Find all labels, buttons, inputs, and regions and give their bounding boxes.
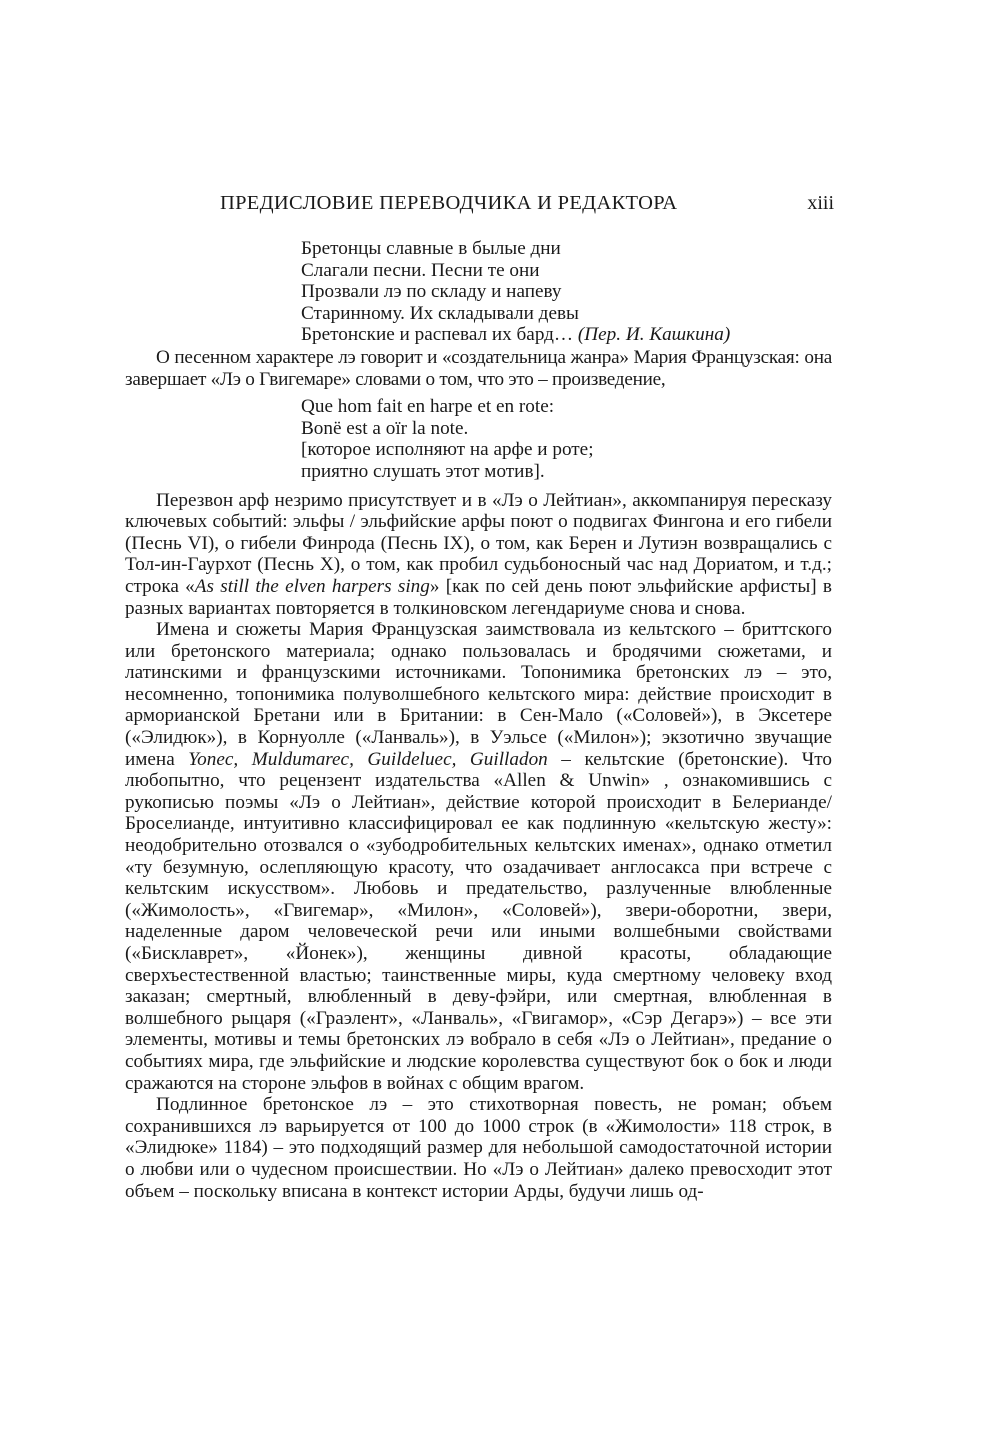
paragraph [125,490,832,620]
verse-line: Que hom fait en harpe et en rote: [301,396,555,418]
verse-line: приятно слушать этот мотив]. [301,460,545,482]
verse-line [301,324,832,346]
paragraph-text: – кельтские (бретонские). Что любопытно, что рецензент издательства «Allen & Unwin» , ознакомившись с рукописью поэмы «Лэ о Лейтиан», действие которой происходит в Белерианде/ Броселианде, интуитивно классифицировал ее как подлинную «кельтскую жесту»: неодобрительно отозвался о «зубодробительных кельтских именах», однако отметил «ту безумную, ослепляющую красоту, что озадачивает англосакса при встрече с кельтским искусством». Любовь и предательство, разлученные влюбленные («Жимолость», «Гвигемар», «Милон», «Соловей»), звери-оборотни, звери, наделенные даром человеческой речи или иными волшебными свойствами («Бисклаврет», «Йонек»), женщины дивной красоты, обладающие сверхъестественной властью; таинственные миры, куда смертному человеку вход заказан; смертный, влюбленный в деву-фэйри, или смертная, влюбленная в волшебного рыцаря («Граэлент», «Ланваль», «Гвигамор», «Сэр Дегарэ») – все эти элементы, мотивы и темы бретонских лэ вобрало в себя «Лэ о Лейтиан», предание о событиях мира, где эльфийские и людские королевства существуют бок о бок и люди сражаются на стороне эльфов в войнах с общим врагом. [125,748,832,1094]
verse-line-text: Бретонские и распевал их бард… [301,324,578,346]
verse-line: Bonë est a oïr la note. [301,417,469,439]
paragraph: О песенном характере лэ говорит и «создательница жанра» Мария Французская: она завершает «Лэ о Гвигемаре» словами о том, что это – произведение, [125,346,832,390]
page-number: xiii [807,192,834,214]
verse-line: Прозвали лэ по складу и напеву [301,281,562,303]
paragraph: Подлинное бретонское лэ – это стихотворная повесть, не роман; объем сохранившихся лэ варьируется от 100 до 1000 строк (в «Жимолости» 118 строк, в «Элидюке» 1184) – это подходящий размер для небольшой самодостаточной истории о любви или о чудесном происшествии. Но «Лэ о Лейтиан» далеко превосходит этот объем – поскольку вписана в контекст истории Арды, будучи лишь од- [125,1094,832,1202]
quoted-line: As still the elven harpers sing [194,575,430,597]
text-body [125,238,832,1202]
verse-line: Слагали песни. Песни те они [301,259,540,281]
running-head: ПРЕДИСЛОВИЕ ПЕРЕВОДЧИКА И РЕДАКТОРА [220,192,678,214]
verse-quote-2 [301,396,832,482]
paragraph-text: » [как по сей день поют эльфийские арфисты] в разных вариантах повторяется в толкиновском легендариуме снова и снова. [125,575,832,619]
verse-quote-1 [301,238,832,346]
paragraph [125,619,832,1094]
celtic-names: Yonec, Muldumarec, Guildeluec, Guilladon [188,748,548,770]
verse-line: Бретонцы славные в былые дни [301,238,561,259]
verse-line: Старинному. Их складывали девы [301,302,579,324]
translator-credit: (Пер. И. Кашкина) [577,324,731,346]
verse-line: [которое исполняют на арфе и роте; [301,439,594,461]
paragraph-text: Перезвон арф незримо присутствует и в «Лэ о Лейтиан», аккомпанируя пересказу ключевых событий: эльфы / эльфийские арфы поют о подвигах Фингона и его гибели (Песнь VI), о гибели Финрода (Песнь IX), о том, как Берен и Лутиэн возвращались с Тол-ин-Гаурхот (Песнь X), о том, как пробил судьбоносный час над Дориатом, и т.д.; строка « [125,489,832,597]
page-header [125,192,834,218]
paragraph-text: Имена и сюжеты Мария Французская заимствовала из кельтского – бриттского или бретонского материала; однако пользовалась и бродячими сюжетами, и латинскими и французскими источниками. Топонимика бретонских лэ – это, несомненно, топонимика полуволшебного кельтского мира: действие происходит в арморианской Бретани или в Британии: в Сен-Мало («Соловей»), в Эксетере («Элидюк»), в Корнуолле («Ланваль»), в Уэльсе («Милон»); экзотично звучащие имена [125,619,832,770]
